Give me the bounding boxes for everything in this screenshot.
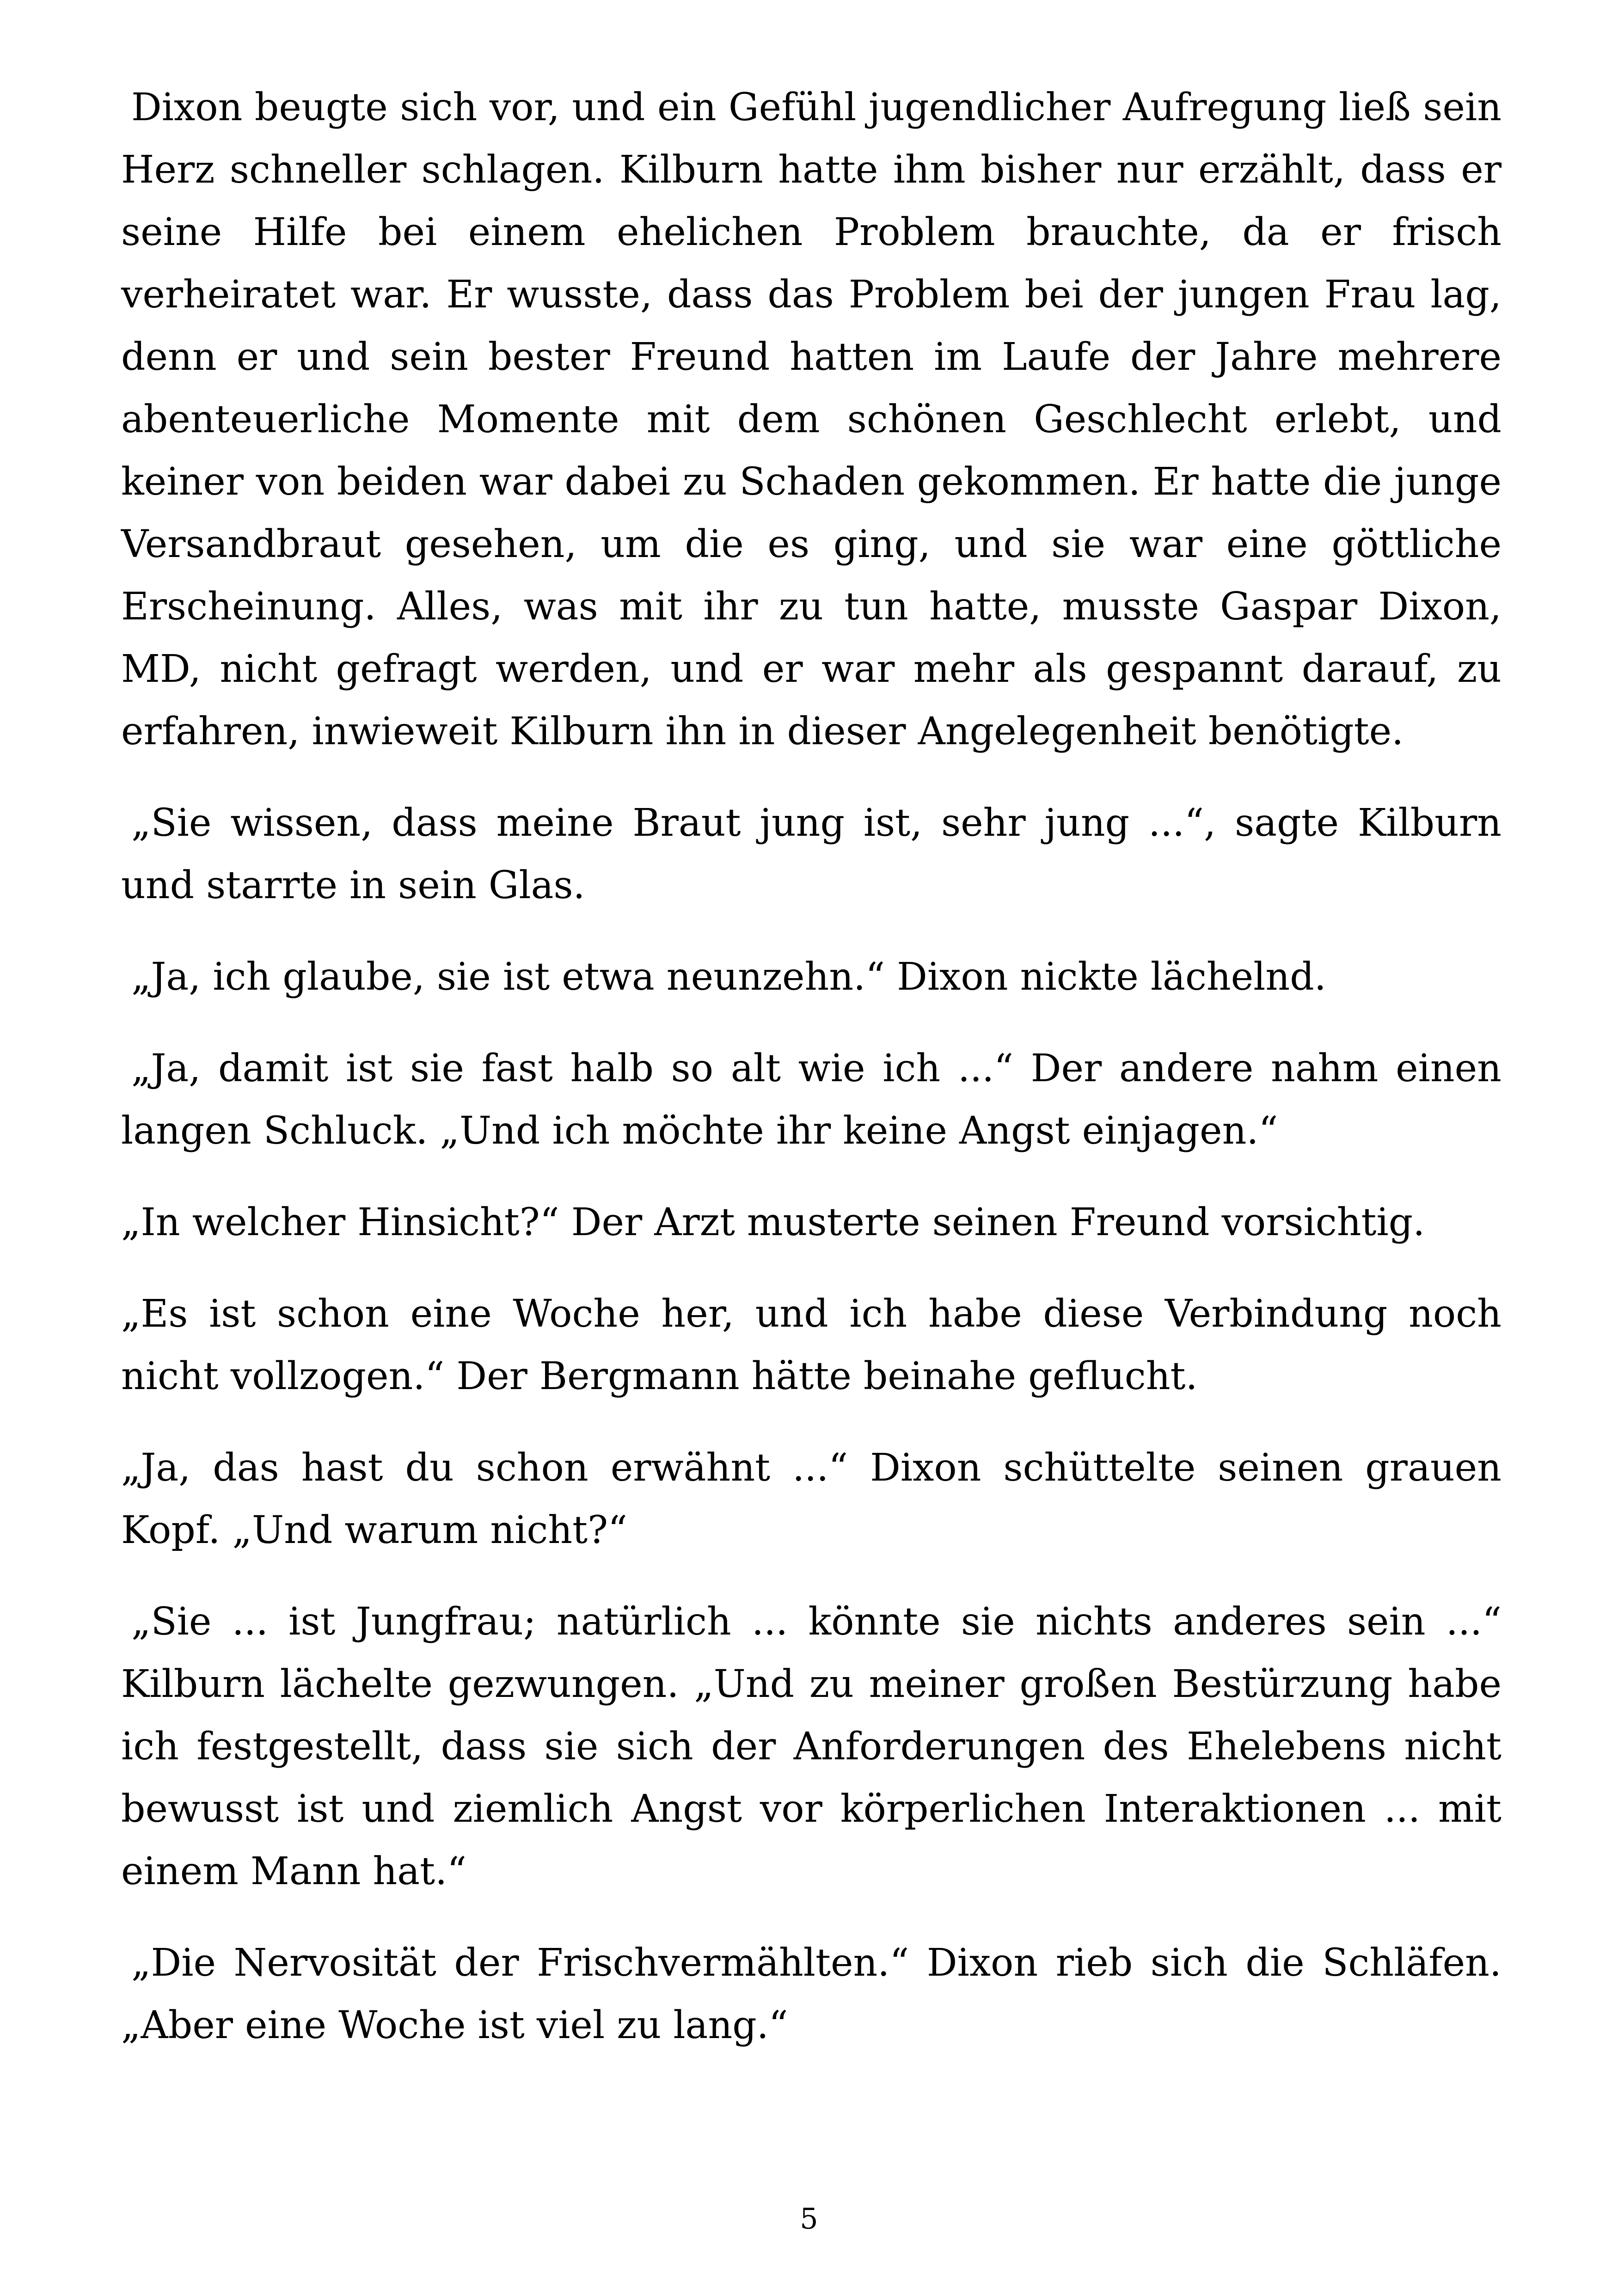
paragraph-6: „Es ist schon eine Woche her, und ich habe diese Verbindung noch nicht vollzogen.“ Der Bergmann hätte beinahe geflucht. — [121, 1292, 1502, 1398]
paragraph-9: „Die Nervosität der Frischvermählten.“ Dixon rieb sich die Schläfen. „Aber eine Woche ist viel zu lang.“ — [121, 1941, 1502, 2047]
paragraph-5: „In welcher Hinsicht?“ Der Arzt musterte seinen Freund vorsichtig. — [121, 1200, 1425, 1244]
paragraph-8: „Sie ... ist Jungfrau; natürlich ... könnte sie nichts anderes sein ...“ Kilburn lächelte gezwungen. „Und zu meiner großen Bestürzung habe ich festgestellt, dass sie sich der Anforderungen des Ehelebens nicht bewusst ist und ziemlich Angst vor körperlichen Interaktionen ... mit einem Mann hat.“ — [121, 1600, 1502, 1893]
paragraph-7: „Ja, das hast du schon erwähnt ...“ Dixon schüttelte seinen grauen Kopf. „Und warum nicht?“ — [121, 1446, 1502, 1552]
body-text — [121, 76, 1502, 2086]
paragraph-1: Dixon beugte sich vor, und ein Gefühl jugendlicher Aufregung ließ sein Herz schneller schlagen. Kilburn hatte ihm bisher nur erzählt, dass er seine Hilfe bei einem ehelichen Problem brauchte, da er frisch verheiratet war. Er wusste, dass das Problem bei der jungen Frau lag, denn er und sein bester Freund hatten im Laufe der Jahre mehrere abenteuerliche Momente mit dem schönen Geschlecht erlebt, und keiner von beiden war dabei zu Schaden gekommen. Er hatte die junge Versandbraut gesehen, um die es ging, und sie war eine göttliche Erscheinung. Alles, was mit ihr zu tun hatte, musste Gaspar Dixon, MD, nicht gefragt werden, und er war mehr als gespannt darauf, zu erfahren, inwieweit Kilburn ihn in dieser Angelegenheit benötigte. — [121, 86, 1502, 753]
paragraph-4: „Ja, damit ist sie fast halb so alt wie ich ...“ Der andere nahm einen langen Schluck. „Und ich möchte ihr keine Angst einjagen.“ — [121, 1047, 1502, 1153]
paragraph-3: „Ja, ich glaube, sie ist etwa neunzehn.“ Dixon nickte lächelnd. — [131, 955, 1326, 999]
paragraph-2: „Sie wissen, dass meine Braut jung ist, sehr jung ...“, sagte Kilburn und starrte in sein Glas. — [121, 801, 1502, 907]
page-number: 5 — [800, 2202, 818, 2235]
